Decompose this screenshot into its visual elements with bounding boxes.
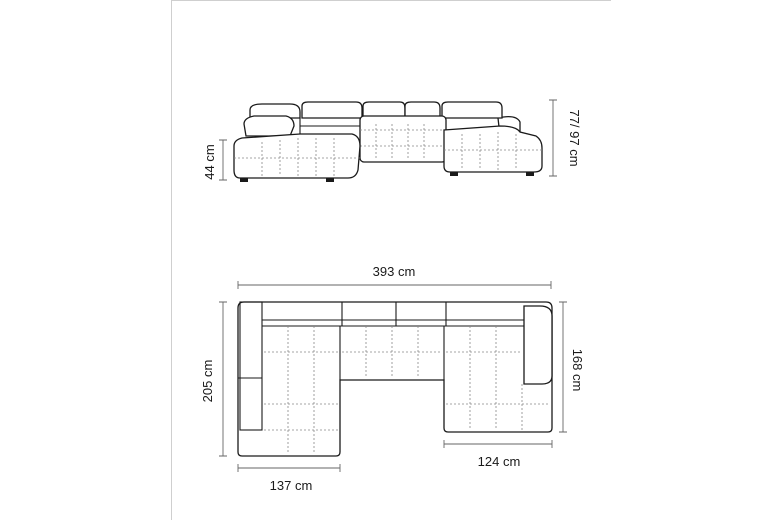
foot-3 (450, 172, 458, 176)
left-chaise-width-dimension (238, 464, 340, 493)
right-chaise-front (444, 126, 542, 172)
right-depth-label: 168 cm (570, 348, 585, 392)
foot-2 (326, 178, 334, 182)
right-chaise-width-label: 124 cm (477, 454, 521, 469)
sofa-side-view (234, 102, 542, 182)
sofa-top-view (238, 302, 552, 456)
seat-height-label: 44 cm (202, 144, 217, 180)
total-width-dimension (238, 264, 551, 289)
back-cushion-4 (442, 102, 502, 118)
middle-seat-block (360, 116, 446, 162)
back-height-label: 77/ 97 cm (567, 109, 582, 167)
seat-height-dimension (202, 140, 227, 180)
foot-1 (240, 178, 248, 182)
sofa-outline (238, 302, 552, 456)
left-depth-label: 205 cm (200, 359, 215, 403)
left-depth-dimension (200, 302, 227, 456)
foot-4 (526, 172, 534, 176)
left-headrest-front (244, 116, 294, 136)
total-width-label: 393 cm (372, 264, 416, 279)
left-chaise-front (234, 134, 360, 178)
back-height-dimension (549, 100, 582, 176)
right-armrest (524, 306, 552, 384)
right-chaise-width-dimension (444, 440, 552, 469)
right-depth-dimension (559, 302, 585, 432)
back-cushion-1 (302, 102, 362, 118)
left-chaise-width-label: 137 cm (269, 478, 313, 493)
left-seat-top-edge (300, 118, 360, 134)
